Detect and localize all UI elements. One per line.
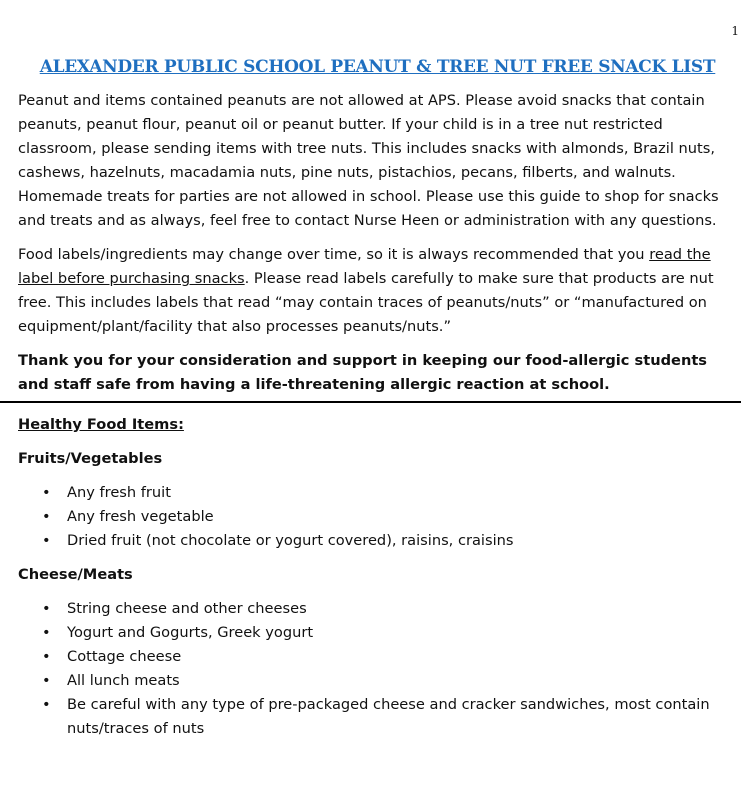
- labels-text-before: Food labels/ingredients may change over time, so it is always recommended that you: [18, 246, 650, 263]
- labels-text-after: . Please read labels carefully to make sure that products are nut free. This includes labels that read “may contain traces of peanuts/nuts” or “manufactured on equipment/plant/facility that also processes peanuts/nuts.”: [18, 270, 714, 335]
- intro-section: [18, 89, 739, 397]
- list-item-text: Yogurt and Gogurts, Greek yogurt: [67, 624, 314, 641]
- list-item: [18, 693, 739, 741]
- healthy-food-section: [18, 413, 739, 751]
- labels-underlined-text: read the label before purchasing snacks: [18, 246, 711, 287]
- document-title: ALEXANDER PUBLIC SCHOOL PEANUT & TREE NUT FREE SNACK LIST: [39, 57, 716, 77]
- list-item: [18, 669, 739, 693]
- healthy-food-heading: Healthy Food Items:: [18, 416, 184, 433]
- list-item-text: String cheese and other cheeses: [67, 600, 307, 617]
- thanks-paragraph: Thank you for your consideration and support in keeping our food-allergic students and staff safe from having a life-threatening allergic reaction at school.: [18, 352, 707, 393]
- list-item: [18, 645, 739, 669]
- list-item-text: Dried fruit (not chocolate or yogurt covered), raisins, craisins: [67, 532, 514, 549]
- list-item-text: Any fresh vegetable: [67, 508, 214, 525]
- list-item: [18, 505, 739, 529]
- bullet-icon: •: [42, 696, 51, 713]
- page-number: 1: [731, 24, 739, 38]
- list-item-text: Any fresh fruit: [67, 484, 171, 501]
- horizontal-rule: [0, 401, 741, 403]
- labels-paragraph: [18, 243, 739, 339]
- list-item-text: All lunch meats: [67, 672, 180, 689]
- list-item: [18, 481, 739, 505]
- bullet-icon: •: [42, 648, 51, 665]
- list-item: [18, 529, 739, 553]
- category-heading-fruits-vegetables: Fruits/Vegetables: [18, 450, 163, 467]
- bullet-icon: •: [42, 508, 51, 525]
- list-item: [18, 597, 739, 621]
- fruits-vegetables-list: [18, 481, 739, 553]
- category-heading-cheese-meats: Cheese/Meats: [18, 566, 133, 583]
- bullet-icon: •: [42, 600, 51, 617]
- intro-paragraph: Peanut and items contained peanuts are not allowed at APS. Please avoid snacks that contain peanuts, peanut flour, peanut oil or peanut butter. If your child is in a tree nut restricted classroom, please sending items with tree nuts. This includes snacks with almonds, Brazil nuts, cashews, hazelnuts, macadamia nuts, pine nuts, pistachios, pecans, filberts, and walnuts. Homemade treats for parties are not allowed in school. Please use this guide to shop for snacks and treats and as always, feel free to contact Nurse Heen or administration with any questions.: [18, 92, 719, 229]
- list-item: [18, 621, 739, 645]
- bullet-icon: •: [42, 624, 51, 641]
- cheese-meats-list: [18, 597, 739, 741]
- bullet-icon: •: [42, 672, 51, 689]
- list-item-text: Cottage cheese: [67, 648, 182, 665]
- bullet-icon: •: [42, 484, 51, 501]
- bullet-icon: •: [42, 532, 51, 549]
- list-item-text: Be careful with any type of pre-packaged cheese and cracker sandwiches, most contain nuts/traces of nuts: [67, 696, 710, 737]
